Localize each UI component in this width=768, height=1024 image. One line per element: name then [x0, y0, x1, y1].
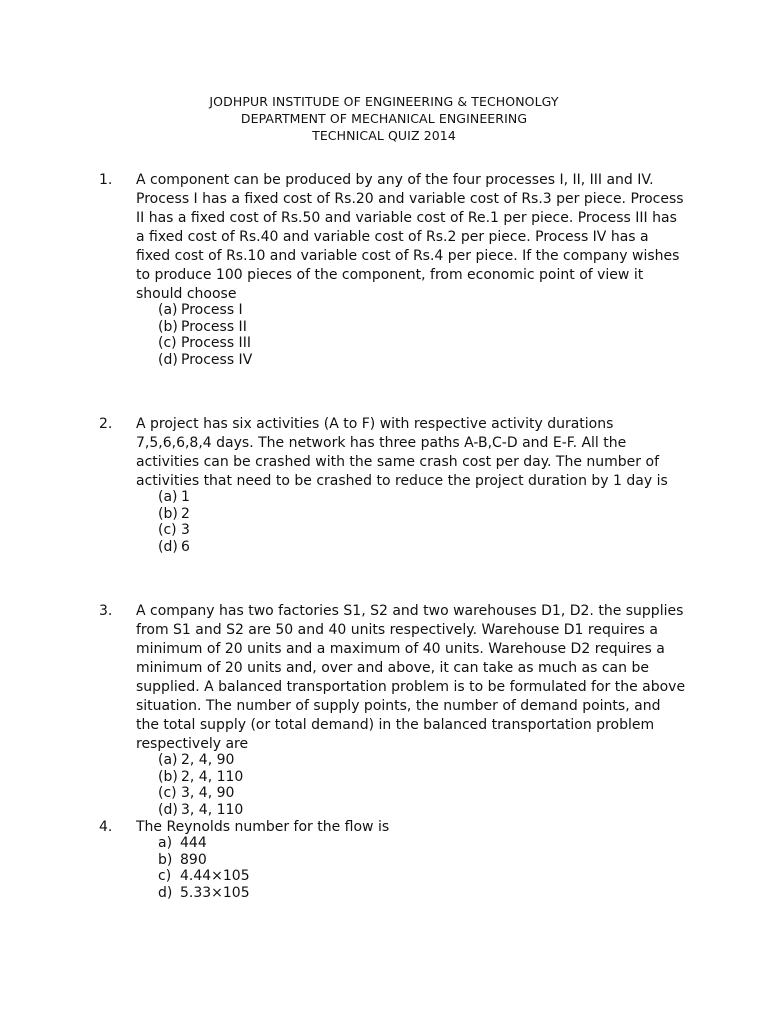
option-c [158, 868, 250, 885]
option-text: 2, 4, 110 [181, 768, 244, 785]
option-a [158, 489, 190, 506]
option-b [158, 769, 243, 786]
question-number: 4. [99, 819, 113, 835]
option-marker: (d) [158, 351, 178, 368]
options-list-1 [158, 302, 252, 368]
question-line: from S1 and S2 are 50 and 40 units respectively. Warehouse D1 requires a [136, 622, 658, 638]
question-line: 7,5,6,6,8,4 days. The network has three paths A-B,C-D and E-F. All the [136, 435, 627, 451]
options-list-3 [158, 752, 243, 818]
question-line: a fixed cost of Rs.40 and variable cost of Rs.2 per piece. Process IV has a [136, 229, 649, 245]
question-line: Process I has a fixed cost of Rs.20 and variable cost of Rs.3 per piece. Process [136, 191, 684, 207]
option-text: Process III [181, 335, 251, 351]
question-number: 2. [99, 416, 113, 432]
question-line: the total supply (or total demand) in the balanced transportation problem [136, 717, 655, 733]
option-text: 2 [181, 505, 190, 522]
option-text: 3, 4, 110 [181, 801, 244, 818]
question-line: minimum of 20 units and, over and above, it can take as much as can be [136, 660, 649, 676]
question-line: activities can be crashed with the same crash cost per day. The number of [136, 454, 659, 470]
option-b [158, 506, 190, 523]
question-line: fixed cost of Rs.10 and variable cost of Rs.4 per piece. If the company wishes [136, 248, 680, 264]
option-marker: (b) [158, 505, 178, 522]
option-marker: d) [158, 884, 173, 901]
option-marker: (d) [158, 801, 178, 818]
question-line: The Reynolds number for the flow is [136, 819, 390, 835]
option-marker: (b) [158, 318, 178, 335]
option-a [158, 302, 252, 319]
option-d [158, 352, 252, 369]
question-text [136, 171, 684, 304]
option-marker: c) [158, 868, 172, 884]
option-d [158, 539, 190, 556]
institute-name: JODHPUR INSTITUDE OF ENGINEERING & TECHONOLGY [209, 94, 559, 109]
option-text: 4.44×105 [180, 868, 250, 884]
question-line: A project has six activities (A to F) with respective activity durations [136, 416, 614, 432]
option-b [158, 852, 250, 869]
option-text: 2, 4, 90 [181, 752, 235, 768]
option-marker: (c) [158, 522, 177, 538]
question-text [136, 415, 681, 491]
question-line: should choose [136, 286, 237, 302]
option-marker: (a) [158, 752, 178, 768]
question-number: 1. [99, 172, 113, 188]
options-list-2 [158, 489, 190, 555]
option-a [158, 752, 243, 769]
option-b [158, 319, 252, 336]
question-line: A company has two factories S1, S2 and two warehouses D1, D2. the supplies [136, 603, 684, 619]
option-text: Process II [181, 318, 247, 335]
option-text: 890 [180, 851, 207, 868]
options-list-4 [158, 835, 250, 901]
option-d [158, 802, 243, 819]
option-text: 3, 4, 90 [181, 785, 235, 801]
question-text [136, 602, 686, 754]
option-text: Process I [181, 302, 243, 318]
option-text: 5.33×105 [180, 884, 250, 901]
option-marker: a) [158, 835, 173, 851]
option-text: 1 [181, 489, 190, 505]
option-c [158, 335, 252, 352]
question-line: to produce 100 pieces of the component, from economic point of view it [136, 267, 644, 283]
question-line: II has a fixed cost of Rs.50 and variable cost of Re.1 per piece. Process III has [136, 210, 677, 226]
option-text: 3 [181, 522, 190, 538]
option-marker: (c) [158, 785, 177, 801]
option-marker: (b) [158, 768, 178, 785]
option-c [158, 522, 190, 539]
department-name: DEPARTMENT OF MECHANICAL ENGINEERING [240, 111, 528, 126]
question-number: 3. [99, 603, 113, 619]
question-line: respectively are [136, 736, 249, 752]
option-marker: (a) [158, 489, 178, 505]
question-line: supplied. A balanced transportation problem is to be formulated for the above [136, 679, 686, 695]
document-header [0, 93, 768, 144]
option-marker: (d) [158, 538, 178, 555]
option-c [158, 785, 243, 802]
question-line: situation. The number of supply points, the number of demand points, and [136, 698, 661, 714]
option-a [158, 835, 250, 852]
quiz-title: TECHNICAL QUIZ 2014 [312, 128, 456, 143]
option-text: 444 [180, 835, 207, 851]
option-marker: b) [158, 851, 173, 868]
option-marker: (a) [158, 302, 178, 318]
option-text: 6 [181, 538, 190, 555]
option-d [158, 885, 250, 902]
option-marker: (c) [158, 335, 177, 351]
question-line: activities that need to be crashed to reduce the project duration by 1 day is [136, 473, 668, 489]
option-text: Process IV [181, 351, 253, 368]
question-line: A component can be produced by any of the four processes I, II, III and IV. [136, 172, 654, 188]
question-line: minimum of 20 units and a maximum of 40 units. Warehouse D2 requires a [136, 641, 665, 657]
